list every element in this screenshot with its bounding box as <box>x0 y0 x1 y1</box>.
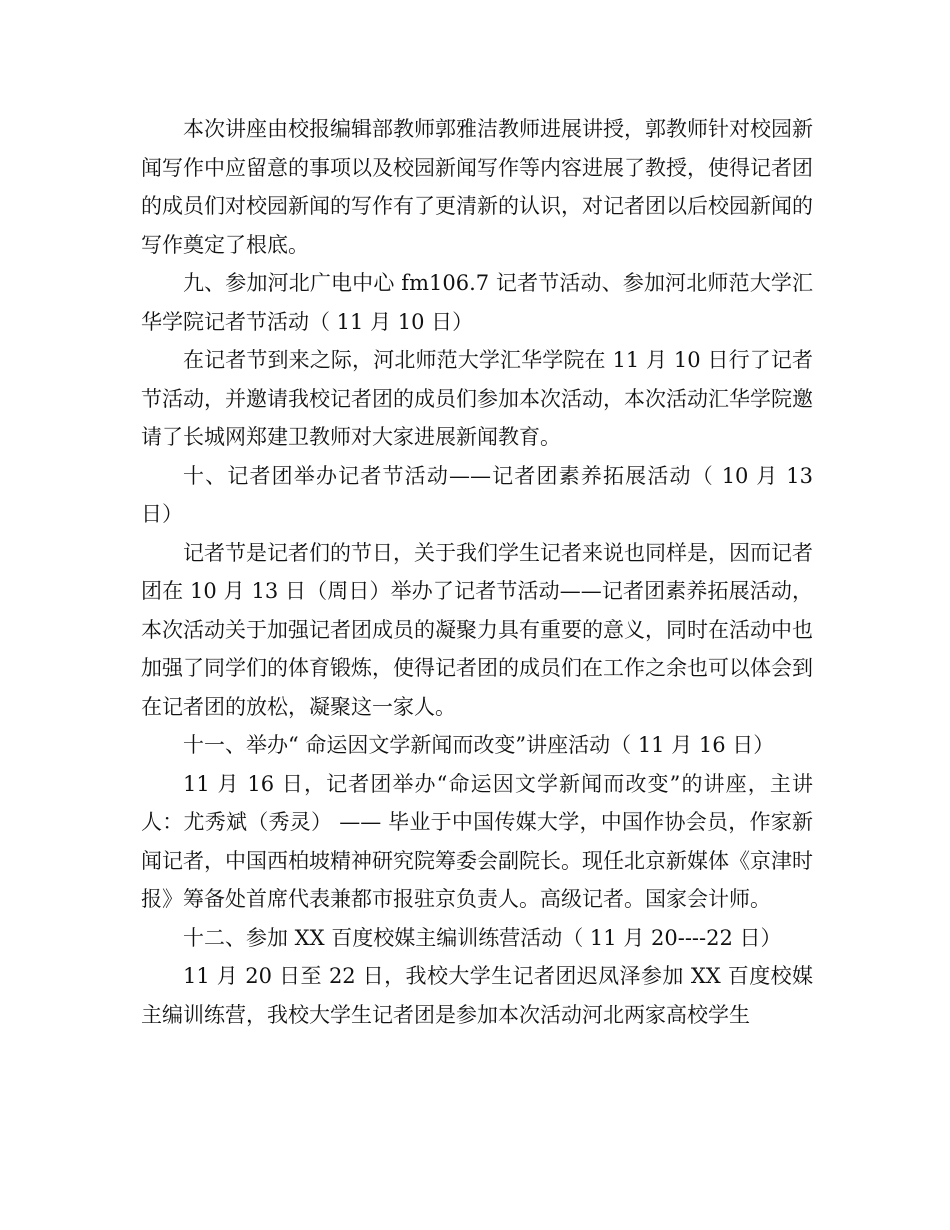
paragraph-item-12: 11 月 20 日至 22 日，我校大学生记者团迟凤泽参加 XX 百度校媒主编训练营，我校大学生记者团是参加本次活动河北两家高校学生 <box>141 964 813 1027</box>
heading-item-11: 十一、举办“ 命运因文学新闻而改变”讲座活动（ 11 月 16 日） <box>183 733 775 757</box>
heading-item-10: 十、记者团举办记者节活动——记者团素养拓展活动（ 10 月 13 日） <box>141 463 813 526</box>
paragraph-item-10: 记者节是记者们的节日，关于我们学生记者来说也同样是，因而记者团在 10 月 13 日（周日）举办了记者节活动——记者团素养拓展活动，本次活动关于加强记者团成员的凝聚力具有重要的意义，同时在活动中也加强了同学们的体育锻炼，使得记者团的成员们在工作之余也可以体会到在记者团的放松，凝聚这一家人。 <box>141 540 813 719</box>
heading-item-9: 九、参加河北广电中心 fm106.7 记者节活动、参加河北师范大学汇华学院记者节活动（ 11 月 10 日） <box>141 271 813 334</box>
paragraph-lecture-summary: 本次讲座由校报编辑部教师郭雅洁教师进展讲授，郭教师针对校园新闻写作中应留意的事项以及校园新闻写作等内容进展了教授，使得记者团的成员们对校园新闻的写作有了更清新的认识，对记者团以后校园新闻的写作奠定了根底。 <box>141 117 813 257</box>
document-body <box>141 110 813 1034</box>
heading-item-12: 十二、参加 XX 百度校媒主编训练营活动（ 11 月 20----22 日） <box>183 925 782 950</box>
paragraph-item-11: 11 月 16 日，记者团举办“命运因文学新闻而改变”的讲座，主讲人：尤秀斌（秀灵） —— 毕业于中国传媒大学，中国作协会员，作家新闻记者，中国西柏坡精神研究院筹委会副院长。现任北京新媒体《京津时报》筹备处首席代表兼都市报驻京负责人。高级记者。国家会计师。 <box>141 771 813 911</box>
paragraph-item-9: 在记者节到来之际，河北师范大学汇华学院在 11 月 10 日行了记者节活动，并邀请我校记者团的成员们参加本次活动，本次活动汇华学院邀请了长城网郑建卫教师对大家进展新闻教育。 <box>141 348 813 449</box>
